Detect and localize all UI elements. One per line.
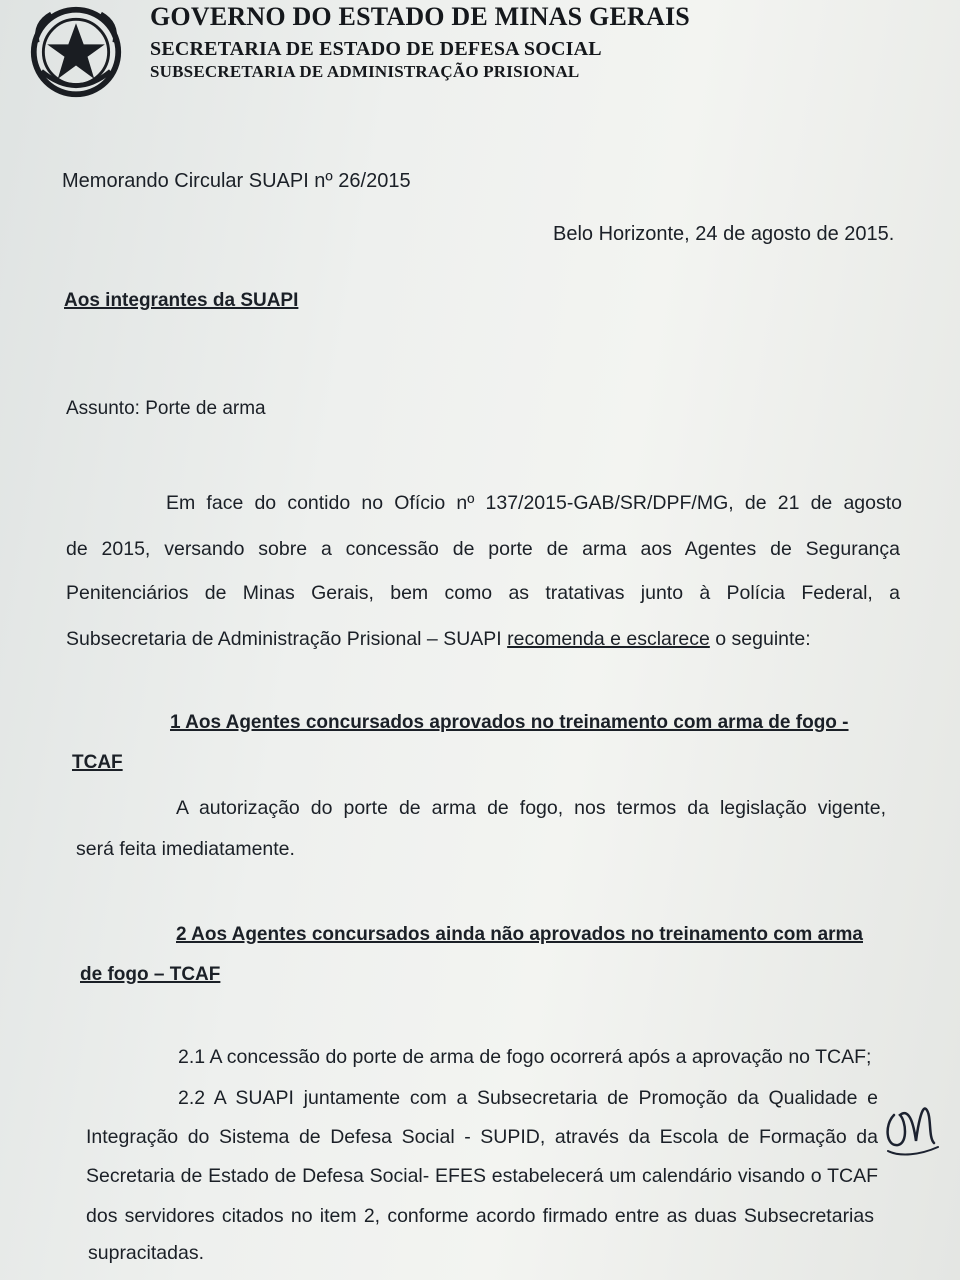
item1-title-cont: TCAF	[72, 752, 123, 773]
header-secretariat: SECRETARIA DE ESTADO DE DEFESA SOCIAL	[150, 38, 602, 60]
item2-title: 2 Aos Agentes concursados ainda não aprovados no treinamento com arma	[176, 924, 863, 945]
intro-emphasis: recomenda e esclarece	[507, 628, 710, 650]
paragraph-line: Penitenciários de Minas Gerais, bem como as tratativas junto à Polícia Federal, a	[66, 582, 900, 604]
item2-title-cont: de fogo – TCAF	[80, 964, 221, 985]
item2-2-line: Integração do Sistema de Defesa Social - SUPID, através da Escola de Formação da	[86, 1126, 878, 1148]
intro-prefix: Subsecretaria de Administração Prisional – SUAPI	[66, 628, 502, 650]
item2-2-line: Secretaria de Estado de Defesa Social- EFES estabelecerá um calendário visando o TCAF	[86, 1165, 878, 1187]
recipients: Aos integrantes da SUAPI	[64, 290, 299, 311]
subject: Assunto: Porte de arma	[66, 398, 266, 419]
item1-text: A autorização do porte de arma de fogo, nos termos da legislação vigente,	[176, 797, 886, 819]
state-coat-of-arms-icon	[28, 4, 124, 100]
paragraph-line	[66, 628, 811, 651]
memo-number: Memorando Circular SUAPI nº 26/2015	[62, 170, 411, 192]
intro-suffix: o seguinte:	[715, 628, 811, 650]
handwritten-initials-icon	[880, 1085, 942, 1165]
paragraph-line: de 2015, versando sobre a concessão de porte de arma aos Agentes de Segurança	[66, 538, 900, 560]
item2-2-line: dos servidores citados no item 2, conforme acordo firmado entre as duas Subsecretarias	[86, 1205, 874, 1227]
item1-text-cont: será feita imediatamente.	[76, 838, 295, 860]
item1-title: 1 Aos Agentes concursados aprovados no treinamento com arma de fogo -	[170, 712, 849, 733]
header-subsecretariat: SUBSECRETARIA DE ADMINISTRAÇÃO PRISIONAL	[150, 62, 580, 81]
item2-2-line: 2.2 A SUAPI juntamente com a Subsecretaria de Promoção da Qualidade e	[178, 1087, 878, 1109]
paragraph-line: Em face do contido no Ofício nº 137/2015-GAB/SR/DPF/MG, de 21 de agosto	[166, 492, 902, 514]
place-date: Belo Horizonte, 24 de agosto de 2015.	[553, 223, 895, 245]
item2-1: 2.1 A concessão do porte de arma de fogo ocorrerá após a aprovação no TCAF;	[178, 1046, 872, 1068]
item2-2-last: supracitadas.	[88, 1242, 204, 1264]
header-government: GOVERNO DO ESTADO DE MINAS GERAIS	[150, 2, 690, 31]
